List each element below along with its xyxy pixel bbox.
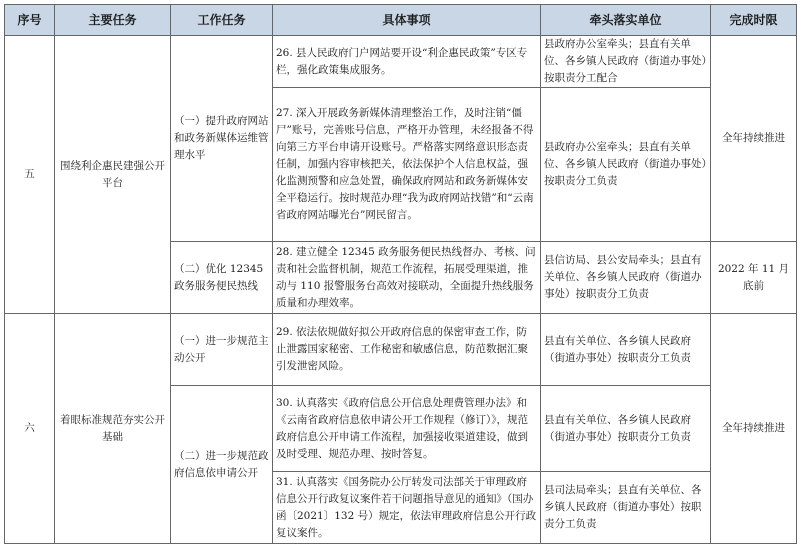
detail-cell: 31. 认真落实《国务院办公厅转发司法部关于审理政府信息公开行政复议案件若干问题指导意见的通知》（国办函〔2021〕132 号）规定，依法审理政府信息公开行政复议案件。 [273,472,541,544]
table-row [5,314,797,386]
section-number: 五 [5,36,55,314]
deadline-cell: 全年持续推进 [711,314,797,544]
work-task-cell: （一）提升政府网站和政务新媒体运维管理水平 [171,36,273,242]
header-main-task: 主要任务 [55,5,171,36]
work-task-cell: （二）进一步规范政府信息依申请公开 [171,386,273,544]
unit-cell: 县司法局牵头；县直有关单位、各乡镇人民政府（街道办事处）按职责分工负责 [541,472,711,544]
unit-cell: 县直有关单位、各乡镇人民政府（街道办事处）按职责分工负责 [541,386,711,472]
unit-cell: 县信访局、县公安局牵头；县直有关单位、各乡镇人民政府（街道办事处）按职责分工负责 [541,242,711,314]
work-task-cell: （一）进一步规范主动公开 [171,314,273,386]
detail-cell: 29. 依法依规做好拟公开政府信息的保密审查工作，防止泄露国家秘密、工作秘密和敏感信息，防范数据汇聚引发泄密风险。 [273,314,541,386]
header-detail: 具体事项 [273,5,541,36]
header-work-task: 工作任务 [171,5,273,36]
deadline-cell: 全年持续推进 [711,36,797,242]
header-row [5,5,797,36]
table-row [5,36,797,88]
main-task-cell: 围绕利企惠民建强公开平台 [55,36,171,314]
unit-cell: 县政府办公室牵头；县直有关单位、各乡镇人民政府（街道办事处）按职责分工配合 [541,36,711,88]
section-number: 六 [5,314,55,544]
unit-cell: 县政府办公室牵头；县直有关单位、各乡镇人民政府（街道办事处）按职责分工负责 [541,88,711,242]
detail-cell: 27. 深入开展政务新媒体清理整治工作，及时注销“僵尸”账号，完善账号信息，严格开办管理，未经报备不得向第三方平台申请开设账号。严格落实网络意识形态责任制，加强内容审核把关，依法保护个人信息权益，强化监测预警和应急处置，确保政府网站和政务新媒体安全平稳运行。按时规范办理“我为政府网站找错”和“云南省政府网站曝光台”网民留言。 [273,88,541,242]
header-unit: 牵头落实单位 [541,5,711,36]
detail-cell: 26. 县人民政府门户网站要开设“利企惠民政策”专区专栏，强化政策集成服务。 [273,36,541,88]
detail-cell: 28. 建立健全 12345 政务服务便民热线督办、考核、问责和社会监督机制，规范工作流程，拓展受理渠道，推动与 110 报警服务台高效对接联动，全面提升热线服务质量和办理效率。 [273,242,541,314]
deadline-cell: 2022 年 11 月底前 [711,242,797,314]
unit-cell: 县直有关单位、各乡镇人民政府（街道办事处）按职责分工负责 [541,314,711,386]
work-task-cell: （二）优化 12345 政务服务便民热线 [171,242,273,314]
task-table [4,4,797,544]
header-no: 序号 [5,5,55,36]
detail-cell: 30. 认真落实《政府信息公开信息处理费管理办法》和《云南省政府信息依申请公开工作规程（修订）》，规范政府信息公开申请工作流程，加强接收渠道建设，做到及时受理、规范办理、按时答复。 [273,386,541,472]
main-task-cell: 着眼标准规范夯实公开基础 [55,314,171,544]
header-deadline: 完成时限 [711,5,797,36]
